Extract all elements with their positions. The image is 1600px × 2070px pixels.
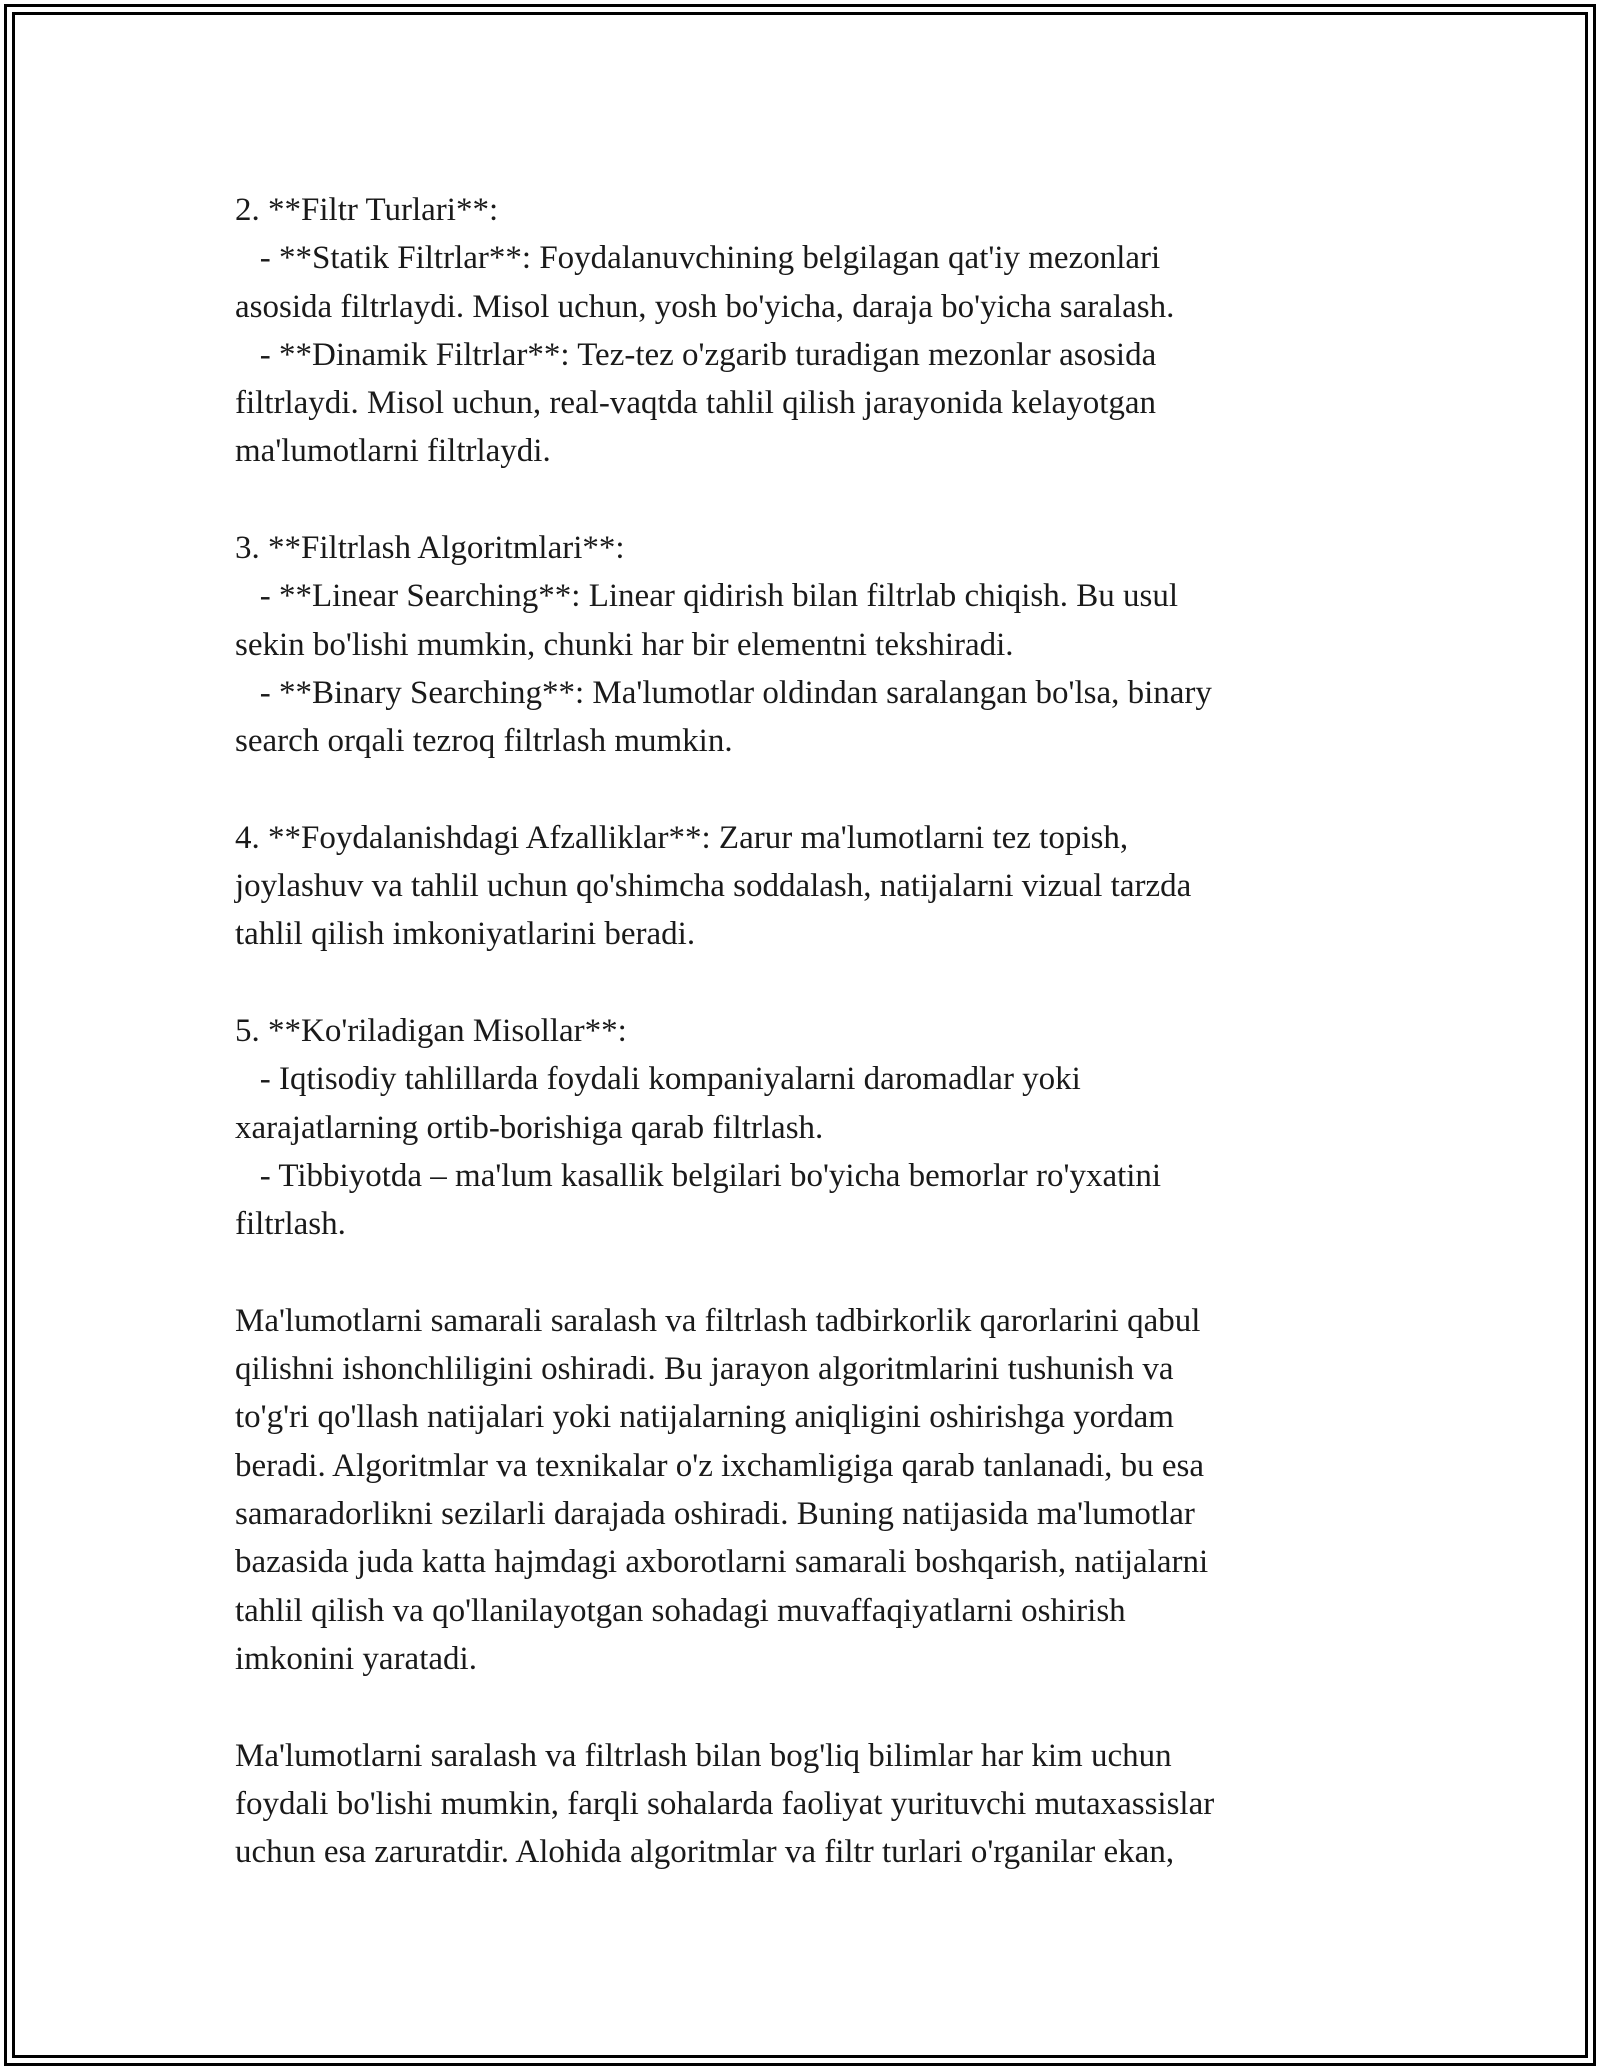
text-line: - **Binary Searching**: Ma'lumotlar oldindan saralangan bo'lsa, binary	[235, 674, 1212, 711]
text-line: - **Linear Searching**: Linear qidirish bilan filtrlab chiqish. Bu usul	[235, 578, 1179, 615]
text-line: xarajatlarning ortib-borishiga qarab filtrlash.	[235, 1109, 824, 1146]
text-line: Ma'lumotlarni samarali saralash va filtrlash tadbirkorlik qarorlarini qabul	[235, 1302, 1201, 1339]
text-line: foydali bo'lishi mumkin, farqli sohalarda faoliyat yurituvchi mutaxassislar	[235, 1785, 1215, 1822]
text-line: joylashuv va tahlil uchun qo'shimcha soddalash, natijalarni vizual tarzda	[235, 868, 1192, 905]
text-line: filtrlash.	[235, 1206, 346, 1243]
text-line: filtrlaydi. Misol uchun, real-vaqtda tahlil qilish jarayonida kelayotgan	[235, 385, 1157, 422]
text-line: tahlil qilish va qo'llanilayotgan sohadagi muvaffaqiyatlarni oshirish	[235, 1592, 1126, 1629]
document-body	[235, 186, 1365, 1876]
text-line: Ma'lumotlarni saralash va filtrlash bilan bog'liq bilimlar har kim uchun	[235, 1737, 1172, 1774]
text-line: samaradorlikni sezilarli darajada oshiradi. Buning natijasida ma'lumotlar	[235, 1496, 1195, 1533]
text-line: imkonini yaratadi.	[235, 1640, 477, 1677]
paragraph-gap	[235, 1249, 1365, 1297]
text-line: 3. **Filtrlash Algoritmlari**:	[235, 530, 625, 567]
paragraph-gap	[235, 766, 1365, 814]
text-line: search orqali tezroq filtrlash mumkin.	[235, 723, 733, 760]
text-line: sekin bo'lishi mumkin, chunki har bir elementni tekshiradi.	[235, 626, 1014, 663]
text-line: 2. **Filtr Turlari**:	[235, 192, 499, 228]
text-line: to'g'ri qo'llash natijalari yoki natijalarning aniqligini oshirishga yordam	[235, 1399, 1174, 1436]
text-line: qilishni ishonchliligini oshiradi. Bu jarayon algoritmlarini tushunish va	[235, 1351, 1174, 1388]
text-line: - Iqtisodiy tahlillarda foydali kompaniyalarni daromadlar yoki	[235, 1061, 1081, 1098]
text-line: asosida filtrlaydi. Misol uchun, yosh bo'yicha, daraja bo'yicha saralash.	[235, 288, 1175, 325]
text-line: - Tibbiyotda – ma'lum kasallik belgilari bo'yicha bemorlar ro'yxatini	[235, 1157, 1162, 1194]
text-line: 4. **Foydalanishdagi Afzalliklar**: Zarur ma'lumotlarni tez topish,	[235, 819, 1129, 856]
paragraph-gap	[235, 1683, 1365, 1731]
text-line: 5. **Ko'riladigan Misollar**:	[235, 1013, 627, 1050]
text-line: uchun esa zaruratdir. Alohida algoritmlar va filtr turlari o'rganilar ekan,	[235, 1834, 1175, 1871]
text-line: - **Statik Filtrlar**: Foydalanuvchining belgilagan qat'iy mezonlari	[235, 240, 1161, 277]
text-line: tahlil qilish imkoniyatlarini beradi.	[235, 916, 696, 953]
paragraph-gap	[235, 476, 1365, 524]
text-line: bazasida juda katta hajmdagi axborotlarni samarali boshqarish, natijalarni	[235, 1544, 1209, 1581]
text-line: - **Dinamik Filtrlar**: Tez-tez o'zgarib turadigan mezonlar asosida	[235, 336, 1157, 373]
paragraph-gap	[235, 959, 1365, 1007]
text-line: beradi. Algoritmlar va texnikalar o'z ixchamligiga qarab tanlanadi, bu esa	[235, 1447, 1205, 1484]
text-line: ma'lumotlarni filtrlaydi.	[235, 433, 551, 470]
